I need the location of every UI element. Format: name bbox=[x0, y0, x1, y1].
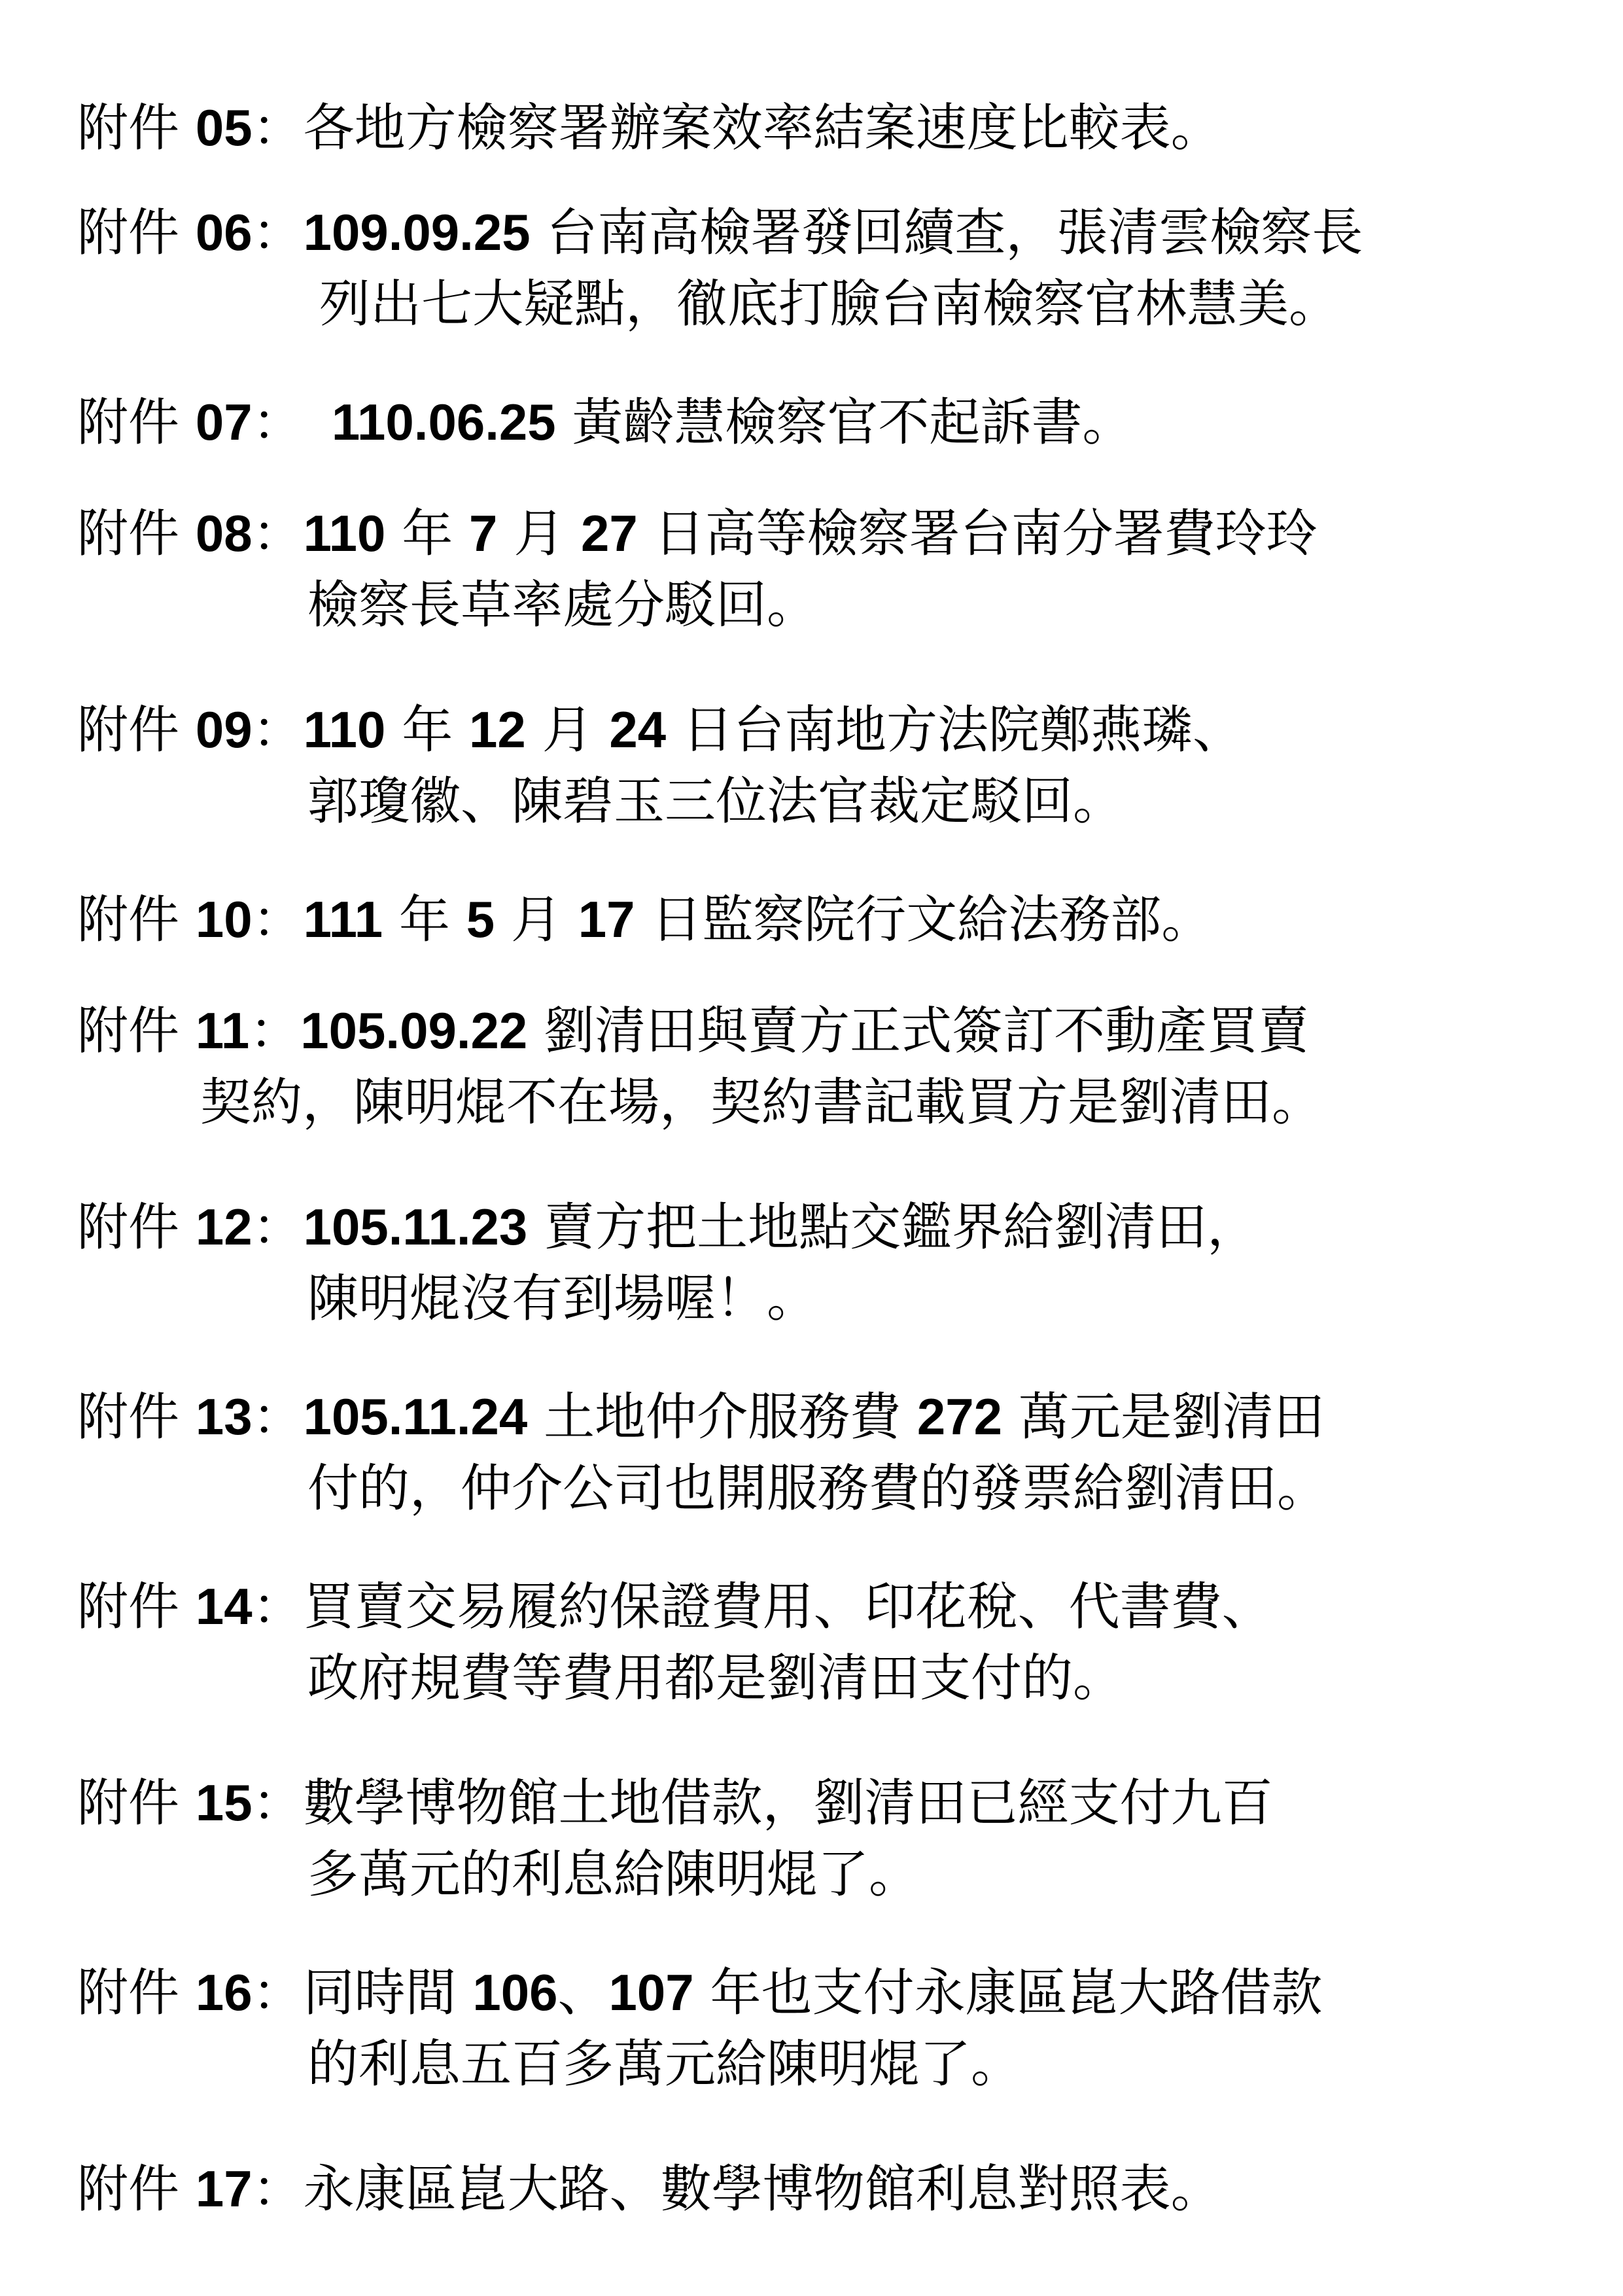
attachment-separator: ： bbox=[252, 701, 304, 760]
attachment-entry bbox=[77, 92, 1556, 164]
attachment-separator: ： bbox=[252, 1388, 304, 1447]
attachment-continuation-line bbox=[77, 1263, 1556, 1335]
attachment-number: 09 bbox=[195, 701, 253, 758]
attachment-number: 07 bbox=[195, 393, 253, 451]
attachment-separator: ： bbox=[252, 393, 304, 452]
attachment-date-number: 5 bbox=[466, 891, 495, 948]
attachment-first-line bbox=[77, 92, 1556, 164]
attachment-entry bbox=[77, 883, 1556, 955]
attachment-number: 15 bbox=[195, 1774, 253, 1831]
attachment-first-line bbox=[77, 1381, 1556, 1453]
attachment-label: 附件 bbox=[77, 504, 180, 563]
attachment-text: 年 bbox=[385, 504, 470, 563]
attachment-separator: ： bbox=[252, 203, 304, 262]
attachment-text: 數學博物館土地借款，劉清田已經支付九百 bbox=[303, 1774, 1273, 1833]
attachment-text: 多萬元的利息給陳明焜了。 bbox=[307, 1845, 920, 1904]
attachment-first-line bbox=[77, 1570, 1556, 1642]
attachment-entry bbox=[77, 694, 1556, 838]
attachment-number: 14 bbox=[195, 1578, 253, 1635]
attachment-text: 列出七大疑點，徹底打臉台南檢察官林慧美。 bbox=[319, 275, 1340, 334]
attachment-label: 附件 bbox=[77, 203, 180, 262]
attachment-date-number: 105.11.23 bbox=[303, 1198, 528, 1256]
attachment-continuation-line bbox=[77, 569, 1556, 641]
attachment-date-number: 106 bbox=[472, 1964, 558, 2021]
attachment-continuation-line bbox=[77, 1642, 1556, 1714]
attachment-text: 賣方把土地點交鑑界給劉清田， bbox=[527, 1198, 1259, 1257]
attachment-first-line bbox=[77, 2153, 1556, 2225]
attachment-text: 月 bbox=[495, 891, 578, 949]
attachment-entry bbox=[77, 2153, 1556, 2225]
attachment-text: 陳明焜沒有到場喔！。 bbox=[307, 1269, 818, 1328]
attachment-date-number: 107 bbox=[608, 1964, 694, 2021]
attachment-label: 附件 bbox=[77, 1198, 180, 1257]
attachment-text: 月 bbox=[497, 504, 582, 563]
attachment-label: 附件 bbox=[77, 1964, 180, 2022]
attachment-separator: ： bbox=[252, 1198, 304, 1257]
attachment-entry bbox=[77, 196, 1556, 340]
attachment-number: 16 bbox=[195, 1964, 253, 2021]
attachment-first-line bbox=[77, 1956, 1556, 2028]
attachment-continuation-line bbox=[77, 1839, 1556, 1911]
attachment-continuation-line bbox=[77, 766, 1556, 838]
attachment-text: 日監察院行文給法務部。 bbox=[635, 891, 1213, 949]
attachment-date-number: 17 bbox=[578, 891, 635, 948]
attachment-text: 日台南地方法院鄭燕璘、 bbox=[666, 701, 1244, 760]
attachment-continuation-line bbox=[77, 1453, 1556, 1525]
attachment-text: 台南高檢署發回續查，張清雲檢察長 bbox=[530, 203, 1363, 262]
attachment-continuation-line bbox=[77, 1067, 1556, 1139]
attachment-first-line bbox=[77, 497, 1556, 569]
attachment-separator: ： bbox=[249, 1002, 301, 1061]
attachment-separator: ： bbox=[252, 1964, 304, 2022]
attachment-date-number: 110.06.25 bbox=[303, 393, 556, 451]
attachment-separator: ： bbox=[252, 891, 304, 949]
attachment-first-line bbox=[77, 386, 1556, 458]
attachment-number: 17 bbox=[195, 2160, 253, 2217]
attachment-date-number: 12 bbox=[469, 701, 526, 758]
attachment-text: 、 bbox=[557, 1964, 609, 2022]
attachment-text: 永康區崑大路、數學博物館利息對照表。 bbox=[303, 2160, 1222, 2219]
attachment-text: 的利息五百多萬元給陳明焜了。 bbox=[307, 2035, 1022, 2094]
attachment-entry bbox=[77, 1767, 1556, 1911]
attachment-separator: ： bbox=[252, 2160, 304, 2219]
attachment-date-number: 105.11.24 bbox=[303, 1388, 528, 1445]
attachment-entry bbox=[77, 497, 1556, 641]
attachment-text: 年也支付永康區崑大路借款 bbox=[693, 1964, 1323, 2022]
attachment-number: 08 bbox=[195, 504, 253, 562]
attachment-text: 郭瓊徽、陳碧玉三位法官裁定駁回。 bbox=[307, 772, 1125, 831]
attachment-entry bbox=[77, 1570, 1556, 1714]
attachment-number: 05 bbox=[195, 99, 253, 156]
attachment-text: 付的，仲介公司也開服務費的發票給劉清田。 bbox=[307, 1459, 1329, 1518]
attachment-text: 政府規費等費用都是劉清田支付的。 bbox=[307, 1649, 1125, 1708]
attachment-text: 黃齡慧檢察官不起訴書。 bbox=[555, 393, 1134, 452]
attachment-entry bbox=[77, 1956, 1556, 2100]
attachment-text: 年 bbox=[385, 701, 470, 760]
attachment-label: 附件 bbox=[77, 393, 180, 452]
attachment-first-line bbox=[77, 883, 1556, 955]
attachment-first-line bbox=[77, 995, 1556, 1067]
attachment-entry bbox=[77, 1381, 1556, 1525]
attachment-label: 附件 bbox=[77, 2160, 180, 2219]
attachment-text: 月 bbox=[525, 701, 610, 760]
attachment-date-number: 272 bbox=[916, 1388, 1003, 1445]
attachment-first-line bbox=[77, 1767, 1556, 1839]
attachment-text: 劉清田與賣方正式簽訂不動產買賣 bbox=[527, 1002, 1310, 1061]
attachment-continuation-line bbox=[77, 2028, 1556, 2100]
attachment-date-number: 111 bbox=[303, 891, 383, 948]
attachment-text: 同時間 bbox=[303, 1964, 473, 2022]
attachment-separator: ： bbox=[252, 99, 304, 158]
attachment-number: 13 bbox=[195, 1388, 253, 1445]
attachment-text: 年 bbox=[383, 891, 466, 949]
attachment-date-number: 24 bbox=[609, 701, 667, 758]
attachment-label: 附件 bbox=[77, 891, 180, 949]
attachment-date-number: 27 bbox=[581, 504, 638, 562]
attachment-text: 土地仲介服務費 bbox=[527, 1388, 917, 1447]
attachment-date-number: 105.09.22 bbox=[300, 1002, 528, 1059]
attachment-number: 11 bbox=[195, 1002, 250, 1059]
attachment-continuation-line bbox=[77, 268, 1556, 340]
attachment-first-line bbox=[77, 1191, 1556, 1263]
attachment-text: 萬元是劉清田 bbox=[1002, 1388, 1325, 1447]
attachment-first-line bbox=[77, 196, 1556, 268]
attachment-separator: ： bbox=[252, 504, 304, 563]
attachment-date-number: 109.09.25 bbox=[303, 203, 531, 261]
attachment-label: 附件 bbox=[77, 1578, 180, 1636]
attachment-date-number: 7 bbox=[469, 504, 498, 562]
attachment-label: 附件 bbox=[77, 99, 180, 158]
attachment-label: 附件 bbox=[77, 1002, 180, 1061]
attachment-label: 附件 bbox=[77, 1774, 180, 1833]
attachment-number: 12 bbox=[195, 1198, 253, 1256]
attachment-date-number: 110 bbox=[303, 504, 386, 562]
attachment-entry bbox=[77, 995, 1556, 1139]
attachment-number: 10 bbox=[195, 891, 253, 948]
attachment-first-line bbox=[77, 694, 1556, 766]
attachment-label: 附件 bbox=[77, 1388, 180, 1447]
attachment-label: 附件 bbox=[77, 701, 180, 760]
attachment-separator: ： bbox=[252, 1774, 304, 1833]
attachment-entry bbox=[77, 1191, 1556, 1335]
attachment-entry bbox=[77, 386, 1556, 458]
attachment-text: 日高等檢察署台南分署費玲玲 bbox=[637, 504, 1318, 563]
attachment-date-number: 110 bbox=[303, 701, 386, 758]
attachment-number: 06 bbox=[195, 203, 253, 261]
attachment-text: 檢察長草率處分駁回。 bbox=[307, 576, 818, 635]
attachment-text: 買賣交易履約保證費用、印花稅、代書費、 bbox=[303, 1578, 1273, 1636]
attachment-separator: ： bbox=[252, 1578, 304, 1636]
attachment-text: 各地方檢察署辦案效率結案速度比較表。 bbox=[303, 99, 1222, 158]
attachment-text: 契約，陳明焜不在場，契約書記載買方是劉清田。 bbox=[200, 1073, 1323, 1132]
